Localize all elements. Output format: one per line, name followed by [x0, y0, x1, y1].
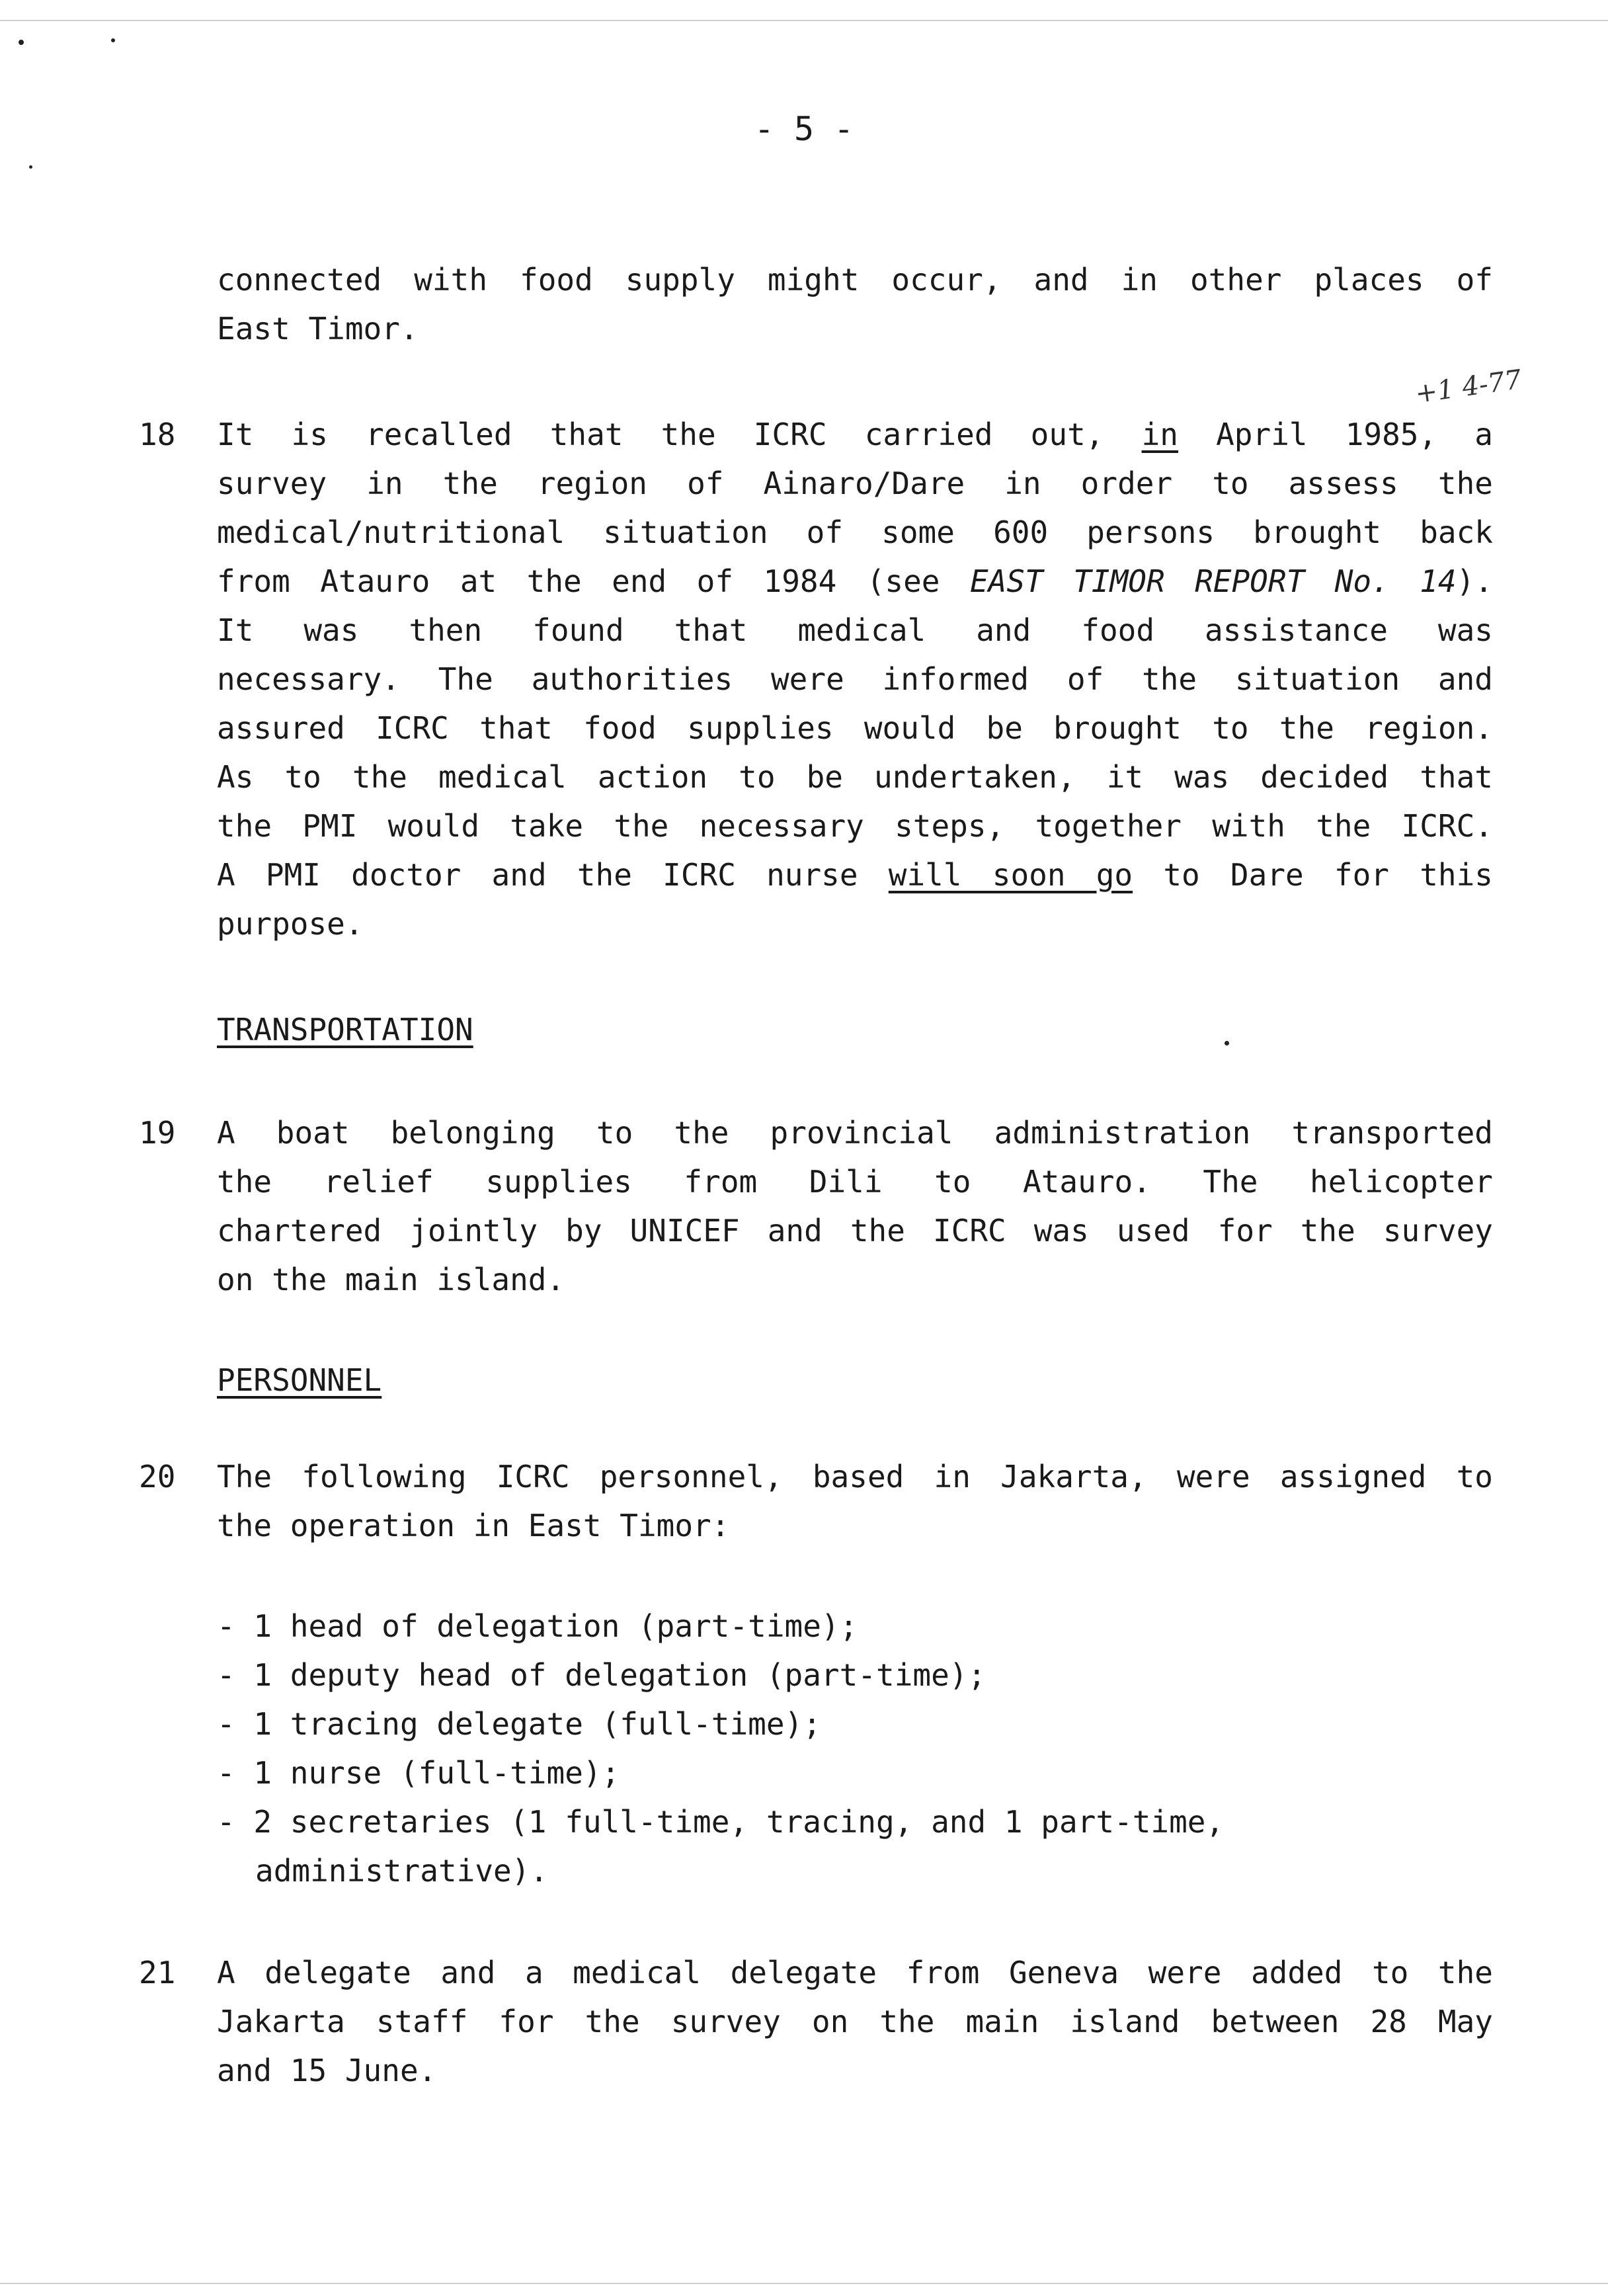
scan-speck: [1225, 1041, 1229, 1046]
paragraph-number: 19: [139, 1115, 176, 1151]
text-line: medical/nutritional situation of some 600 persons brought back: [217, 514, 1493, 550]
list-item: - 2 secretaries (1 full-time, tracing, and 1 part-time,: [217, 1804, 1225, 1840]
list-item-continuation: administrative).: [255, 1853, 549, 1889]
text-line: A boat belonging to the provincial administration transported: [217, 1115, 1493, 1151]
paragraph-number: 21: [139, 1955, 176, 1990]
scan-speck: [29, 165, 32, 169]
report-reference: EAST TIMOR REPORT No. 14: [969, 563, 1457, 599]
bottom-scan-edge: [0, 2283, 1608, 2284]
text-line: on the main island.: [217, 1262, 565, 1297]
section-heading-personnel: PERSONNEL: [217, 1362, 382, 1398]
text-line: the relief supplies from Dili to Atauro. The helicopter: [217, 1164, 1493, 1200]
text-line: The following ICRC personnel, based in Jakarta, were assigned to: [217, 1459, 1493, 1495]
page-number: - 5 -: [754, 110, 854, 148]
text-line: necessary. The authorities were informed of the situation and: [217, 661, 1493, 697]
paragraph-number: 20: [139, 1459, 176, 1495]
underlined-phrase: will soon go: [888, 857, 1133, 893]
top-scan-edge: [0, 20, 1608, 21]
section-heading-transportation: TRANSPORTATION: [217, 1012, 473, 1047]
text-line: and 15 June.: [217, 2053, 437, 2088]
text-line: connected with food supply might occur, and in other places of: [217, 262, 1493, 298]
text-line: the PMI would take the necessary steps, together with the ICRC.: [217, 808, 1493, 844]
text-line: East Timor.: [217, 311, 419, 347]
text-line: chartered jointly by UNICEF and the ICRC was used for the survey: [217, 1213, 1493, 1249]
text-line: A delegate and a medical delegate from Geneva were added to the: [217, 1955, 1493, 1990]
text-line: A PMI doctor and the ICRC nurse will soon go to Dare for this: [217, 857, 1493, 893]
list-item: - 1 head of delegation (part-time);: [217, 1608, 858, 1644]
scan-speck: [19, 40, 24, 45]
handwritten-annotation: +1 4-77: [1413, 364, 1523, 410]
personnel-items: [217, 1602, 1493, 1895]
list-item: - 1 tracing delegate (full-time);: [217, 1706, 821, 1742]
text-line: As to the medical action to be undertaken, it was decided that: [217, 759, 1493, 795]
paragraph-number: 18: [139, 417, 176, 452]
text-line: from Atauro at the end of 1984 (see EAST TIMOR REPORT No. 14).: [217, 563, 1493, 599]
text-line: It is recalled that the ICRC carried out, in April 1985, a: [217, 417, 1493, 452]
text-line: It was then found that medical and food assistance was: [217, 612, 1493, 648]
list-item: - 1 deputy head of delegation (part-time);: [217, 1657, 986, 1693]
text-line: Jakarta staff for the survey on the main island between 28 May: [217, 2004, 1493, 2039]
list-item: - 1 nurse (full-time);: [217, 1755, 620, 1791]
text-line: purpose.: [217, 906, 364, 942]
text-line: assured ICRC that food supplies would be brought to the region.: [217, 710, 1493, 746]
text-line: survey in the region of Ainaro/Dare in order to assess the: [217, 466, 1493, 501]
underlined-word: in: [1141, 417, 1178, 452]
text-line: the operation in East Timor:: [217, 1508, 730, 1543]
scan-speck: [111, 38, 115, 42]
